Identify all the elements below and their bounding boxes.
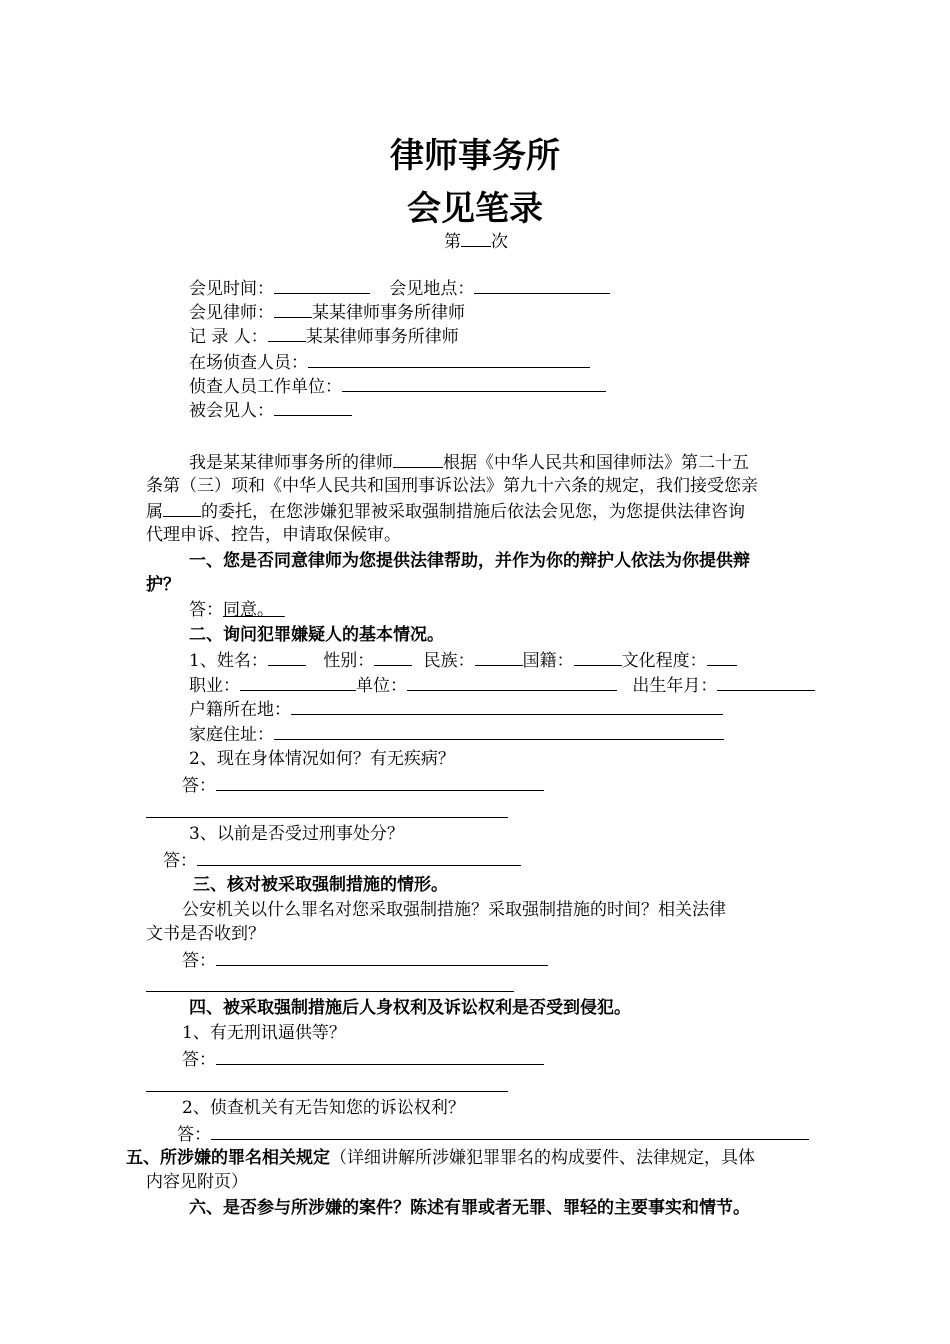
q5-heading: 五、所涉嫌的罪名相关规定 — [126, 1148, 330, 1168]
q4-sub-2: 2、侦查机关有无告知您的诉讼权利？ — [182, 1098, 465, 1118]
residence-label: 户籍所在地： — [189, 700, 291, 720]
intro-text-1b: 根据《中华人民共和国律师法》第二十五 — [443, 453, 749, 473]
document-title: 律师事务所 — [390, 136, 560, 176]
investigator-unit-label: 侦查人员工作单位： — [189, 377, 342, 397]
health-question: 2、现在身体情况如何？有无疾病？ — [189, 749, 455, 769]
q3-answer-label: 答： — [182, 951, 216, 971]
lawyer-firm: 某某律师事务所律师 — [312, 303, 465, 323]
document-subtitle: 会见笔录 — [407, 189, 543, 229]
session-number — [444, 229, 508, 254]
intro-line-3 — [146, 499, 745, 524]
session-suffix: 次 — [491, 232, 508, 252]
recorder-firm: 某某律师事务所律师 — [305, 327, 459, 347]
q6-heading: 六、是否参与所涉嫌的案件？陈述有罪或者无罪、罪轻的主要事实和情节。 — [189, 1198, 750, 1218]
interviewee-blank[interactable] — [274, 398, 352, 416]
unit-blank[interactable] — [407, 673, 617, 691]
intro-line-4: 代理申诉、控告，申请取保候审。 — [146, 525, 401, 545]
q4-answer-blank-1[interactable] — [216, 1047, 544, 1065]
record-question: 3、以前是否受过刑事处分？ — [189, 824, 404, 844]
education-blank[interactable] — [707, 648, 737, 666]
q3-answer-blank[interactable] — [216, 948, 548, 966]
session-prefix: 第 — [444, 232, 461, 252]
name-label: 1、姓名： — [189, 651, 268, 671]
lawyer-row — [189, 300, 465, 325]
q4-answer-blank-2[interactable] — [211, 1122, 809, 1140]
health-answer-row — [182, 773, 544, 798]
q5-row — [126, 1146, 755, 1170]
health-answer-continuation-line[interactable] — [146, 817, 508, 818]
interviewee-row — [189, 398, 352, 423]
q3-line-1: 公安机关以什么罪名对您采取强制措施？采取强制措施的时间？相关法律 — [182, 900, 726, 920]
q4-sub-1: 1、有无刑讯逼供等？ — [182, 1023, 346, 1043]
intro-text-3a: 属 — [146, 502, 163, 522]
name-blank[interactable] — [268, 648, 306, 666]
interviewee-label: 被会见人： — [189, 401, 274, 421]
intro-text-1a: 我是某某律师事务所的律师 — [189, 453, 393, 473]
q5-line-2: 内容见附页） — [146, 1172, 248, 1192]
recorder-label: 记 录 人： — [189, 327, 268, 347]
q1-answer-label: 答： — [189, 600, 223, 620]
session-blank[interactable] — [461, 229, 491, 247]
intro-line-1 — [189, 450, 749, 475]
ethnicity-label: 民族： — [423, 651, 475, 671]
q3-answer-row — [182, 948, 548, 973]
q3-answer-continuation-line[interactable] — [146, 991, 514, 992]
q1-answer: 同意。 — [223, 600, 274, 620]
q4-answer-label-1: 答： — [182, 1050, 216, 1070]
time-label: 会见时间： — [189, 279, 274, 299]
basic-info-row-1 — [189, 648, 737, 673]
place-blank[interactable] — [474, 276, 610, 294]
place-label: 会见地点： — [389, 279, 475, 299]
q3-heading: 三、核对被采取强制措施的情形。 — [193, 875, 448, 895]
meeting-time-row — [189, 276, 610, 301]
gender-label: 性别： — [323, 651, 375, 671]
recorder-row — [189, 324, 459, 349]
address-blank[interactable] — [274, 722, 724, 740]
time-blank[interactable] — [274, 276, 370, 294]
residence-blank[interactable] — [291, 697, 723, 715]
residence-row — [189, 697, 723, 722]
investigators-row — [189, 350, 590, 375]
address-label: 家庭住址： — [189, 725, 274, 745]
health-answer-blank[interactable] — [216, 773, 544, 791]
q2-heading: 二、询问犯罪嫌疑人的基本情况。 — [189, 625, 444, 645]
lawyer-name-blank[interactable] — [393, 450, 443, 468]
education-label: 文化程度： — [621, 651, 707, 671]
q4-answer-row-1 — [182, 1047, 544, 1072]
relative-blank[interactable] — [163, 499, 201, 517]
occupation-blank[interactable] — [240, 673, 356, 691]
investigator-unit-blank[interactable] — [342, 374, 606, 392]
ethnicity-blank[interactable] — [475, 648, 523, 666]
record-answer-blank[interactable] — [197, 848, 521, 866]
occupation-label: 职业： — [189, 676, 240, 696]
lawyer-blank[interactable] — [274, 300, 312, 318]
basic-info-row-2 — [189, 673, 815, 698]
recorder-blank[interactable] — [268, 324, 306, 342]
q5-detail: （详细讲解所涉嫌犯罪罪名的构成要件、法律规定，具体 — [330, 1148, 755, 1168]
q1-heading-line-1: 一、您是否同意律师为您提供法律帮助，并作为你的辩护人依法为你提供辩 — [189, 551, 750, 571]
q4-answer-row-2 — [177, 1122, 809, 1147]
q1-answer-row — [189, 598, 285, 622]
investigators-blank[interactable] — [308, 350, 590, 368]
q4-answer-continuation-line[interactable] — [146, 1091, 508, 1092]
intro-line-2: 条第（三）项和《中华人民共和国刑事诉讼法》第九十六条的规定，我们接受您亲 — [146, 476, 758, 496]
nationality-blank[interactable] — [574, 648, 622, 666]
address-row — [189, 722, 724, 747]
unit-label: 单位： — [356, 676, 407, 696]
lawyer-label: 会见律师： — [189, 303, 274, 323]
q4-heading: 四、被采取强制措施后人身权利及诉讼权利是否受到侵犯。 — [189, 998, 631, 1018]
gender-blank[interactable] — [374, 648, 412, 666]
q1-heading-line-2: 护？ — [146, 575, 180, 595]
q3-line-2: 文书是否收到？ — [146, 924, 265, 944]
q4-answer-label-2: 答： — [177, 1125, 211, 1145]
intro-text-3b: 的委托，在您涉嫌犯罪被采取强制措施后依法会见您，为您提供法律咨询 — [201, 502, 745, 522]
record-answer-row — [163, 848, 521, 873]
health-answer-label: 答： — [182, 776, 216, 796]
investigators-label: 在场侦查人员： — [189, 353, 308, 373]
birth-label: 出生年月： — [632, 676, 718, 696]
birth-blank[interactable] — [717, 673, 815, 691]
investigator-unit-row — [189, 374, 606, 399]
nationality-label: 国籍： — [522, 651, 574, 671]
record-answer-label: 答： — [163, 851, 197, 871]
